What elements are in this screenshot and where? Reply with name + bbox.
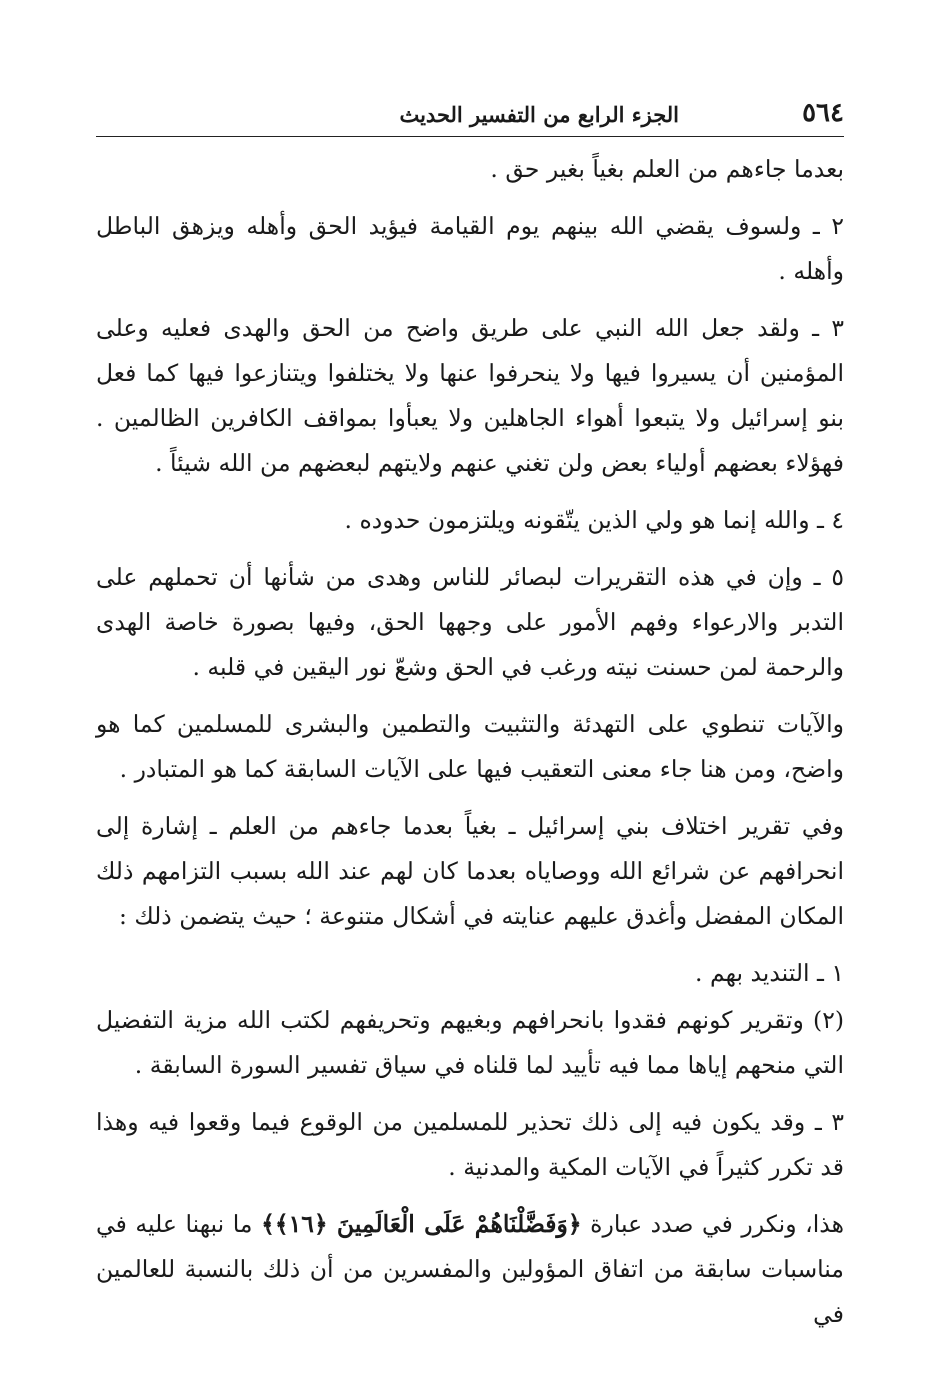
paragraph: (٢) وتقرير كونهم فقدوا بانحرافهم وبغيهم وتحريفهم لكتب الله مزية التفضيل التي منحهم إياها مما فيه تأييد لما قلناه في سياق تفسير السورة السابقة . — [96, 1006, 844, 1079]
paragraph: ٢ ـ ولسوف يقضي الله بينهم يوم القيامة فيؤيد الحق وأهله ويزهق الباطل وأهله . — [96, 212, 844, 285]
paragraph-text: ما نبهنا عليه في مناسبات سابقة من اتفاق المؤولين والمفسرين من أن ذلك بالنسبة للعالمين في — [96, 1210, 844, 1328]
running-title: الجزء الرابع من التفسير الحديث — [399, 102, 679, 127]
paragraph-text: هذا، ونكرر في صدد عبارة — [581, 1210, 844, 1238]
body-text — [96, 147, 844, 1337]
paragraph: ٣ ـ ولقد جعل الله النبي على طريق واضح من الحق والهدى فعليه وعلى المؤمنين أن يسيروا فيها ولا ينحرفوا عنها ولا يختلفوا ويتنازعوا فيها كما فعل بنو إسرائيل ولا يتبعوا أهواء الجاهلين ولا يعبأوا بمواقف الكافرين الظالمين . فهؤلاء بعضهم أولياء بعض ولن تغني عنهم ولايتهم لبعضهم من الله شيئاً . — [96, 314, 844, 477]
paragraph: وفي تقرير اختلاف بني إسرائيل ـ بغياً بعدما جاءهم من العلم ـ إشارة إلى انحرافهم عن شرائع الله ووصاياه بعدما كان لهم عند الله بسبب التزامهم ذلك المكان المفضل وأغدق عليهم عنايته في أشكال متنوعة ؛ حيث يتضمن ذلك : — [96, 812, 844, 930]
paragraph: ٤ ـ والله إنما هو ولي الذين يتّقونه ويلتزمون حدوده . — [344, 506, 844, 534]
paragraph: والآيات تنطوي على التهدئة والتثبيت والتطمين والبشرى للمسلمين كما هو واضح، ومن هنا جاء معنى التعقيب فيها على الآيات السابقة كما هو المتبادر . — [96, 710, 844, 783]
paragraph: ٣ ـ وقد يكون فيه إلى ذلك تحذير للمسلمين من الوقوع فيما وقعوا فيه وهذا قد تكرر كثيراً في الآيات المكية والمدنية . — [96, 1108, 844, 1181]
paragraph: بعدما جاءهم من العلم بغياً بغير حق . — [490, 155, 844, 183]
document-page — [96, 90, 844, 1349]
quran-quote: ﴿وَفَضَّلْنَاهُمْ عَلَى الْعَالَمِينَ ﴿١٦﴾﴾ — [261, 1210, 582, 1238]
page-number: ٥٦٤ — [802, 98, 844, 128]
paragraph: ٥ ـ وإن في هذه التقريرات لبصائر للناس وهدى من شأنها أن تحملهم على التدبر والارعواء وفهم الأمور على وجهها الحق، وفيها بصورة خاصة الهدى والرحمة لمن حسنت نيته ورغب في الحق وشعّ نور اليقين في قلبه . — [96, 563, 844, 681]
page-header — [96, 90, 844, 137]
paragraph: ١ ـ التنديد بهم . — [695, 959, 844, 987]
paragraph-with-quote — [96, 1202, 844, 1337]
